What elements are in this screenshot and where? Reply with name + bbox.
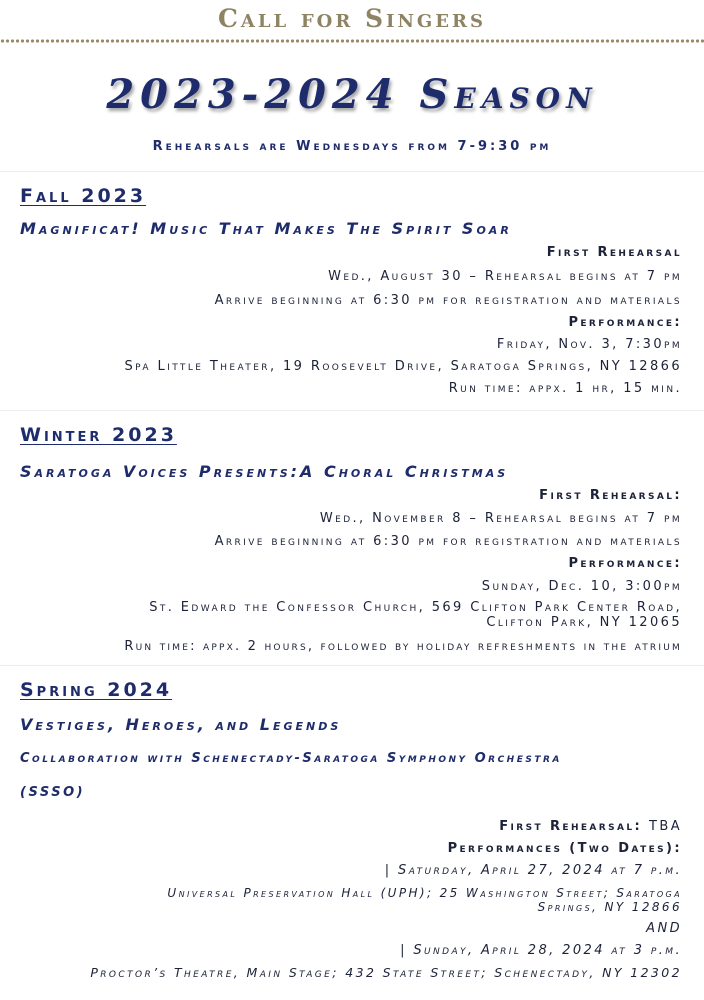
spring-performance-1-date: | Saturday, April 27, 2024 at 7 p.m. bbox=[384, 863, 682, 878]
spring-program-title: Vestiges, Heroes, and Legends bbox=[20, 715, 342, 734]
spring-first-rehearsal-label: First Rehearsal: bbox=[499, 819, 643, 834]
fall-venue: Spa Little Theater, 19 Roosevelt Drive, Saratoga Springs, NY 12866 bbox=[124, 359, 682, 374]
fall-first-rehearsal-date: Wed., August 30 – Rehearsal begins at 7 pm bbox=[328, 269, 682, 284]
dotted-divider bbox=[0, 38, 704, 44]
winter-venue-line-2: Clifton Park, NY 12065 bbox=[486, 615, 682, 630]
spring-and-connector: AND bbox=[646, 921, 682, 936]
fall-heading: Fall 2023 bbox=[20, 185, 147, 207]
winter-2023-section bbox=[0, 411, 704, 665]
fall-2023-section bbox=[0, 172, 704, 410]
spring-performances-label: Performances (Two Dates): bbox=[447, 841, 682, 856]
spring-performance-2-date: | Sunday, April 28, 2024 at 3 p.m. bbox=[400, 943, 682, 958]
fall-first-rehearsal-label: First Rehearsal bbox=[546, 245, 682, 260]
spring-first-rehearsal bbox=[20, 818, 682, 836]
rehearsal-schedule-note: Rehearsals are Wednesdays from 7-9:30 pm bbox=[152, 139, 552, 154]
winter-performance-date: Sunday, Dec. 10, 3:00pm bbox=[481, 579, 682, 594]
winter-arrival-note: Arrive beginning at 6:30 pm for registration and materials bbox=[214, 534, 682, 549]
winter-run-time: Run time: appx. 2 hours, followed by holiday refreshments in the atrium bbox=[124, 639, 682, 654]
winter-heading: Winter 2023 bbox=[20, 424, 177, 446]
winter-first-rehearsal-date: Wed., November 8 – Rehearsal begins at 7 pm bbox=[319, 511, 682, 526]
winter-program-title: Saratoga Voices Presents:A Choral Christmas bbox=[20, 462, 509, 481]
spring-collaboration-abbr: (SSSO) bbox=[20, 785, 86, 800]
spring-performance-1-venue-line-1: Universal Preservation Hall (UPH); 25 Washington Street; Saratoga bbox=[167, 886, 682, 900]
spring-first-rehearsal-value: TBA bbox=[649, 819, 682, 834]
season-title: 2023-2024 Season bbox=[106, 71, 598, 118]
spring-performance-1-venue-line-2: Springs, NY 12866 bbox=[537, 900, 682, 914]
spring-heading: Spring 2024 bbox=[20, 679, 173, 701]
winter-venue-line-1: St. Edward the Confessor Church, 569 Clifton Park Center Road, bbox=[149, 600, 682, 615]
fall-performance-label: Performance: bbox=[568, 315, 682, 330]
spring-performance-2-venue: Proctor’s Theatre, Main Stage; 432 State Street; Schenectady, NY 12302 bbox=[90, 965, 682, 980]
spring-collaboration: Collaboration with Schenectady-Saratoga Symphony Orchestra bbox=[20, 751, 562, 766]
fall-performance-date: Friday, Nov. 3, 7:30pm bbox=[496, 337, 682, 352]
fall-arrival-note: Arrive beginning at 6:30 pm for registration and materials bbox=[214, 293, 682, 308]
call-for-singers-title: Call for Singers bbox=[218, 4, 486, 33]
fall-program-title: Magnificat! Music That Makes The Spirit Soar bbox=[20, 219, 512, 238]
winter-first-rehearsal-label: First Rehearsal: bbox=[539, 488, 682, 503]
fall-run-time: Run time: appx. 1 hr, 15 min. bbox=[448, 381, 682, 396]
winter-performance-label: Performance: bbox=[568, 556, 682, 571]
spring-2024-section bbox=[0, 666, 704, 982]
